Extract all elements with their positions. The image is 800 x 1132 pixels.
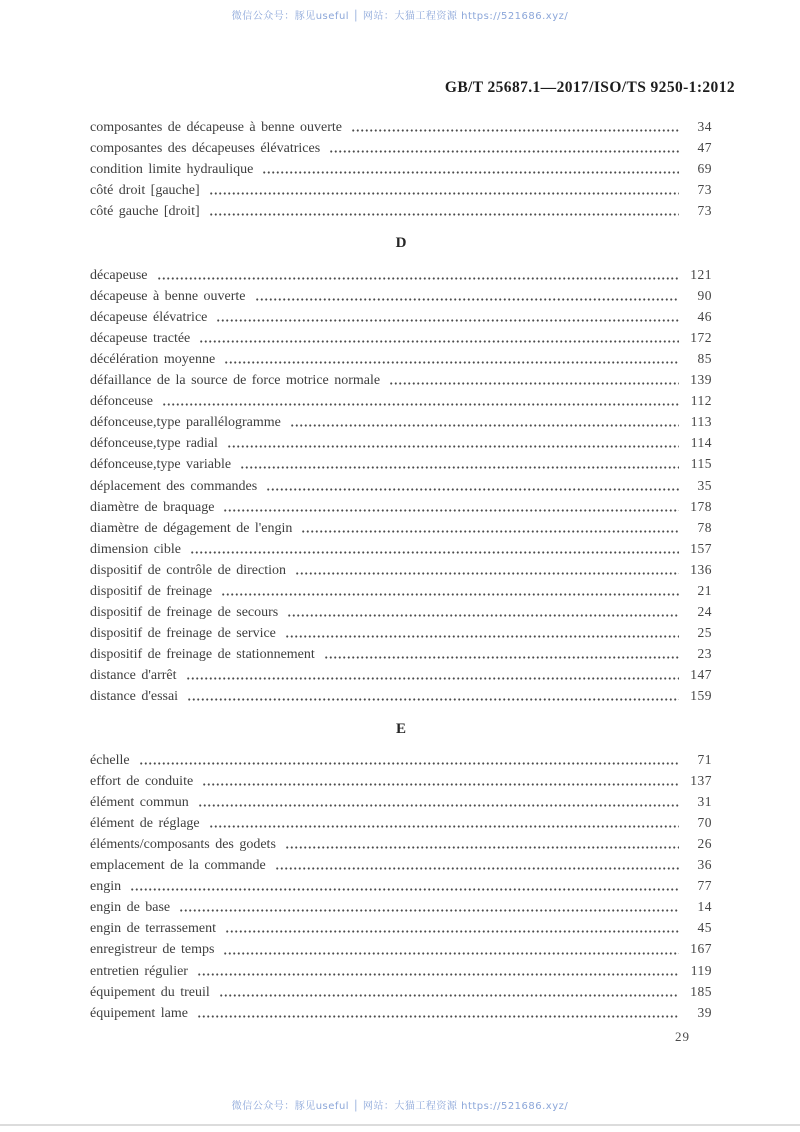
watermark-text: 微信公众号：豚见useful │ 网站：大猫工程资源 https://521686.xyz/	[231, 1101, 569, 1112]
index-entry	[90, 1005, 712, 1026]
dot-leader	[221, 588, 679, 601]
entry-page: 157	[690, 540, 712, 556]
entry-page: 136	[690, 561, 712, 577]
index-entry	[90, 688, 712, 709]
page-number: 29	[675, 1029, 690, 1044]
section-letter: E	[395, 720, 406, 737]
index-entry	[90, 984, 712, 1005]
index-entry	[90, 604, 712, 625]
entry-term: engin de base	[90, 900, 171, 916]
dot-leader	[198, 799, 679, 812]
dot-leader	[275, 862, 679, 875]
entry-page: 77	[697, 878, 712, 894]
index-entry	[90, 435, 712, 456]
entry-term: dispositif de freinage	[90, 583, 213, 599]
entry-page: 90	[697, 287, 712, 303]
index-entry	[90, 646, 712, 667]
watermark-text: 微信公众号：豚见useful │ 网站：大猫工程资源 https://521686.xyz/	[231, 11, 569, 22]
dot-leader	[223, 947, 679, 960]
dot-leader	[216, 314, 679, 327]
entry-term: composantes de décapeuse à benne ouverte	[90, 120, 342, 135]
dot-leader	[295, 567, 679, 580]
entry-term: équipement du treuil	[90, 984, 210, 1000]
index-entry	[90, 794, 712, 815]
dot-leader	[324, 651, 679, 664]
index-entry	[90, 562, 712, 583]
entry-term: entretien régulier	[90, 963, 188, 979]
dot-leader	[301, 525, 679, 538]
entry-term: distance d'essai	[90, 689, 179, 705]
entry-page: 172	[690, 329, 712, 345]
entry-term: côté gauche [droit]	[90, 204, 200, 220]
index-entry	[90, 203, 712, 224]
dot-leader	[240, 461, 679, 474]
index-entry	[90, 393, 712, 414]
dot-leader	[255, 293, 679, 306]
entry-page: 70	[697, 814, 712, 830]
entry-page: 23	[697, 646, 712, 662]
doc-code: GB/T 25687.1—2017/ISO/TS 9250-1:2012	[444, 79, 735, 96]
index-entry	[90, 288, 712, 309]
entry-page: 78	[697, 519, 712, 535]
entry-page: 14	[697, 899, 712, 915]
dot-leader	[285, 630, 679, 643]
dot-leader	[199, 335, 679, 348]
index-entry	[90, 499, 712, 520]
entry-term: effort de conduite	[90, 773, 194, 789]
index-entry	[90, 478, 712, 499]
entry-page: 21	[697, 582, 712, 598]
entry-page: 71	[697, 751, 712, 767]
dot-leader	[329, 145, 679, 158]
entry-page: 185	[690, 983, 712, 999]
dot-leader	[162, 398, 679, 411]
index-entry	[90, 920, 712, 941]
dot-leader	[179, 904, 679, 917]
entry-page: 47	[697, 140, 712, 156]
index-entry	[90, 161, 712, 182]
entry-term: engin	[90, 879, 122, 895]
index-entry	[90, 140, 712, 161]
entry-page: 112	[690, 393, 712, 409]
index-entry	[90, 752, 712, 773]
entry-term: composantes des décapeuses élévatrices	[90, 141, 321, 157]
index-entry	[90, 815, 712, 836]
index-entry	[90, 941, 712, 962]
entry-page: 69	[697, 161, 712, 177]
entry-term: dispositif de contrôle de direction	[90, 562, 287, 578]
dot-leader	[223, 504, 679, 517]
dot-leader	[290, 419, 679, 432]
index-entry	[90, 878, 712, 899]
entry-term: distance d'arrêt	[90, 668, 177, 684]
dot-leader	[227, 440, 679, 453]
entry-page: 114	[690, 435, 712, 451]
entry-term: décélération moyenne	[90, 351, 216, 367]
dot-leader	[190, 546, 679, 559]
entry-term: éléments/composants des godets	[90, 837, 276, 852]
dot-leader	[219, 989, 679, 1002]
entry-page: 159	[690, 688, 712, 704]
dot-leader	[130, 883, 679, 896]
index-entry	[90, 625, 712, 646]
entry-page: 121	[690, 266, 712, 282]
entry-page: 24	[697, 604, 712, 620]
entry-term: défonceuse,type parallélogramme	[90, 415, 281, 431]
entry-page: 119	[690, 962, 712, 978]
index-entry	[90, 119, 712, 140]
dot-leader	[209, 208, 679, 221]
entry-page: 85	[697, 350, 712, 366]
index-entry	[90, 372, 712, 393]
index-entry	[90, 963, 712, 984]
entry-term: diamètre de dégagement de l'engin	[90, 520, 293, 536]
index-entry	[90, 857, 712, 878]
entry-term: déplacement des commandes	[90, 478, 258, 494]
entry-term: emplacement de la commande	[90, 858, 266, 874]
entry-page: 36	[697, 857, 712, 873]
dot-leader	[351, 124, 679, 137]
index-entry	[90, 182, 712, 203]
index-entry	[90, 267, 712, 288]
index-entry	[90, 351, 712, 372]
entry-term: élément de réglage	[90, 815, 200, 831]
entry-term: condition limite hydraulique	[90, 162, 254, 178]
dot-leader	[225, 925, 679, 938]
dot-leader	[266, 483, 679, 496]
entry-term: dispositif de freinage de service	[90, 626, 276, 642]
entry-term: dispositif de freinage de stationnement	[90, 647, 315, 663]
entry-term: élément commun	[90, 794, 189, 810]
index-entry	[90, 773, 712, 794]
index-list	[90, 119, 712, 1026]
index-entry	[90, 836, 712, 857]
entry-term: décapeuse tractée	[90, 330, 191, 346]
dot-leader	[186, 672, 680, 685]
entry-term: décapeuse à benne ouverte	[90, 288, 246, 304]
index-entry	[90, 330, 712, 351]
dot-leader	[197, 1010, 679, 1023]
watermark-bottom	[0, 1097, 800, 1112]
section-letter: D	[395, 235, 407, 252]
entry-term: défonceuse	[90, 394, 153, 410]
entry-page: 25	[697, 625, 712, 641]
entry-page: 113	[690, 414, 712, 430]
dot-leader	[287, 609, 679, 622]
entry-term: décapeuse élévatrice	[90, 309, 208, 325]
entry-page: 137	[690, 772, 712, 788]
dot-leader	[209, 187, 679, 200]
entry-page: 45	[697, 920, 712, 936]
entry-term: défonceuse,type variable	[90, 457, 232, 473]
entry-page: 26	[697, 836, 712, 851]
entry-term: défonceuse,type radial	[90, 436, 218, 452]
watermark-top	[0, 7, 800, 22]
index-entry	[90, 520, 712, 541]
entry-page: 35	[697, 477, 712, 493]
entry-term: dimension cible	[90, 541, 181, 557]
entry-term: engin de terrassement	[90, 921, 216, 937]
entry-term: équipement lame	[90, 1005, 188, 1021]
index-entry	[90, 899, 712, 920]
entry-term: décapeuse	[90, 267, 148, 283]
dot-leader	[139, 757, 679, 770]
entry-page: 46	[697, 308, 712, 324]
entry-page: 31	[697, 793, 712, 809]
index-entry	[90, 583, 712, 604]
bottom-edge-line	[0, 1124, 800, 1126]
dot-leader	[202, 778, 679, 791]
dot-leader	[197, 968, 679, 981]
dot-leader	[187, 693, 679, 706]
entry-page: 39	[697, 1004, 712, 1020]
dot-leader	[224, 356, 679, 369]
dot-leader	[157, 272, 679, 285]
entry-term: défaillance de la source de force motrice normale	[90, 373, 381, 389]
entry-page: 115	[690, 456, 712, 472]
entry-term: échelle	[90, 752, 130, 768]
entry-page: 139	[690, 372, 712, 388]
dot-leader	[285, 841, 679, 854]
entry-term: dispositif de freinage de secours	[90, 605, 279, 621]
index-entry	[90, 414, 712, 435]
entry-term: côté droit [gauche]	[90, 183, 200, 199]
index-entry	[90, 309, 712, 330]
dot-leader	[389, 377, 679, 390]
entry-page: 178	[690, 498, 712, 514]
entry-term: diamètre de braquage	[90, 499, 215, 515]
index-entry	[90, 667, 712, 688]
entry-term: enregistreur de temps	[90, 942, 215, 958]
dot-leader	[262, 166, 679, 179]
entry-page: 73	[697, 203, 712, 219]
entry-page: 34	[697, 119, 712, 134]
entry-page: 73	[697, 182, 712, 198]
index-entry	[90, 541, 712, 562]
index-entry	[90, 456, 712, 477]
entry-page: 167	[690, 941, 712, 957]
entry-page: 147	[690, 667, 712, 683]
dot-leader	[209, 820, 679, 833]
